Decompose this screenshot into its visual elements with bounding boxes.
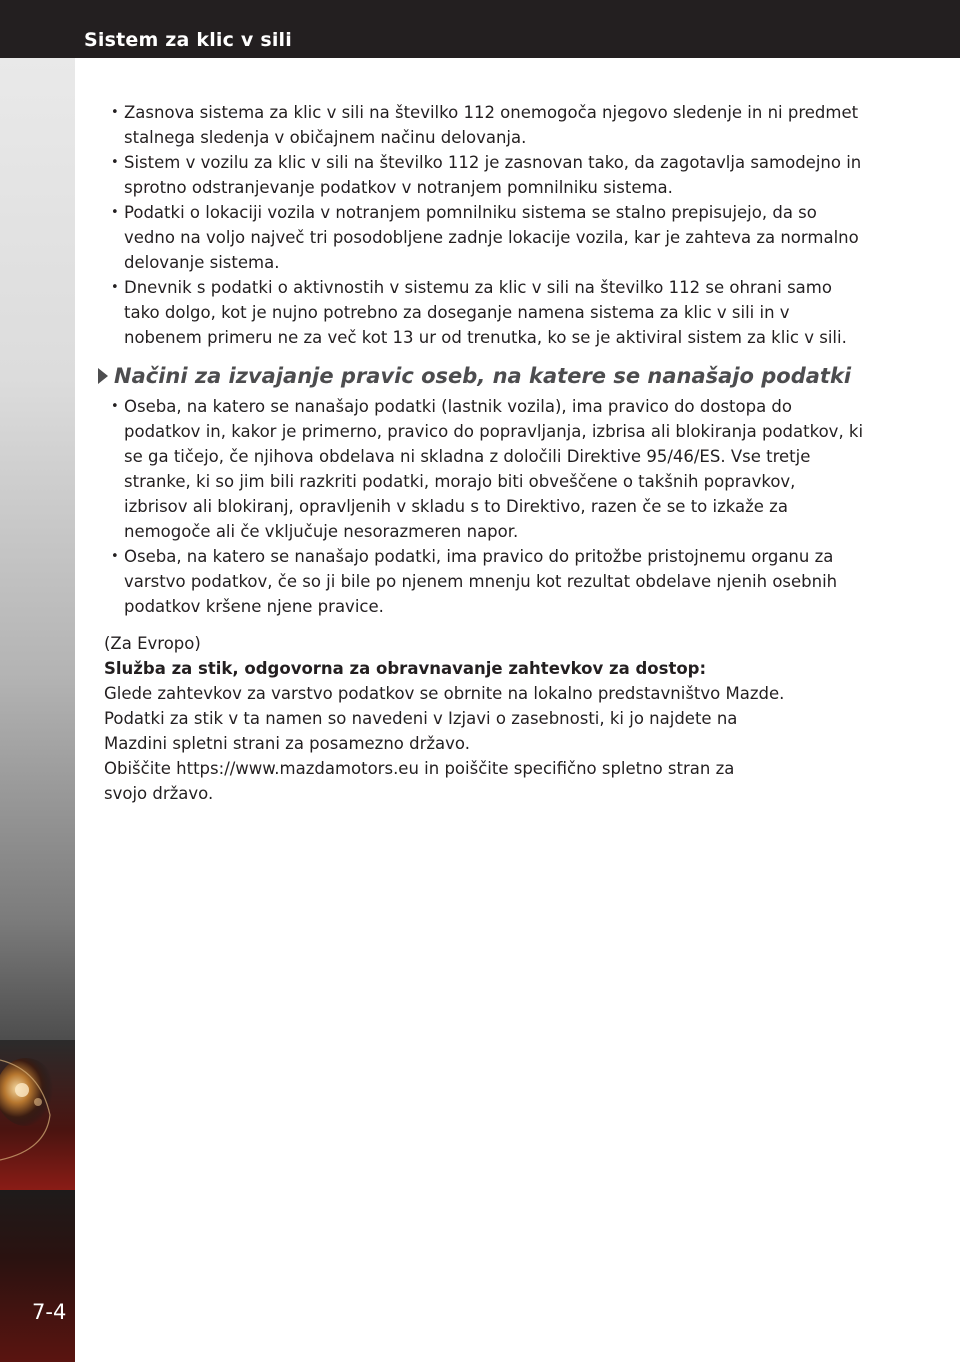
region-note: (Za Evropo) [104, 634, 201, 653]
contact-line: Glede zahtevkov za varstvo podatkov se obrnite na lokalno predstavništvo Mazde. [104, 684, 785, 703]
contact-line: svojo državo. [104, 784, 214, 803]
triangle-marker-icon [98, 368, 108, 384]
page-header-title: Sistem za klic v sili [84, 29, 292, 51]
contact-line: Obiščite https://www.mazdamotors.eu in poiščite specifično spletno stran za [104, 759, 735, 778]
content-area [104, 100, 864, 806]
section-heading [98, 362, 864, 390]
bullet-list-top [104, 100, 864, 350]
contact-block [104, 631, 864, 806]
list-item: • Zasnova sistema za klic v sili na številko 112 onemogoča njegovo sledenje in ni predmet stalnega sledenja v običajnem načinu delovanja. [104, 100, 864, 150]
bullet-list-rights [104, 394, 864, 619]
section-heading-text: Načini za izvajanje pravic oseb, na katere se nanašajo podatki [114, 364, 852, 388]
contact-title: Služba za stik, odgovorna za obravnavanje zahtevkov za dostop: [104, 659, 707, 678]
page-number: 7-4 [32, 1300, 67, 1324]
list-item: • Podatki o lokaciji vozila v notranjem pomnilniku sistema se stalno prepisujejo, da so vedno na voljo največ tri posodobljene zadnje lokacije vozila, kar je zahteva za normalno delovanje sistema. [104, 200, 864, 275]
header-bar [0, 0, 960, 58]
contact-line: Mazdini spletni strani za posamezno državo. [104, 734, 470, 753]
car-headlight-image [0, 1040, 75, 1190]
list-item: • Dnevnik s podatki o aktivnostih v sistemu za klic v sili na številko 112 se ohrani samo tako dolgo, kot je nujno potrebno za doseganje namena sistema za klic v sili in v nobenem primeru ne za več kot 13 ur od trenutka, ko se je aktiviral sistem za klic v sili. [104, 275, 864, 350]
list-item: • Oseba, na katero se nanašajo podatki, ima pravico do pritožbe pristojnemu organu za varstvo podatkov, če so ji bile po njenem mnenju kot rezultat obdelave njenih osebnih podatkov kršene njene pravice. [104, 544, 864, 619]
contact-line: Podatki za stik v ta namen so navedeni v Izjavi o zasebnosti, ki jo najdete na [104, 709, 738, 728]
list-item: • Sistem v vozilu za klic v sili na številko 112 je zasnovan tako, da zagotavlja samodejno in sprotno odstranjevanje podatkov v notranjem pomnilniku sistema. [104, 150, 864, 200]
list-item: • Oseba, na katero se nanašajo podatki (lastnik vozila), ima pravico do dostopa do podatkov in, kakor je primerno, pravico do popravljanja, izbrisa ali blokiranja podatkov, ki se ga tičejo, če njihova obdelava ni skladna z določili Direktive 95/46/ES. Vse tretje stranke, ki so jim bili razkriti podatki, morajo biti obveščene o takšnih popravkov, izbrisov ali blokiranj, opravljenih v skladu s to Direktivo, razen če se to izkaže za nemogoče ali če vključuje nesorazmeren napor. [104, 394, 864, 544]
